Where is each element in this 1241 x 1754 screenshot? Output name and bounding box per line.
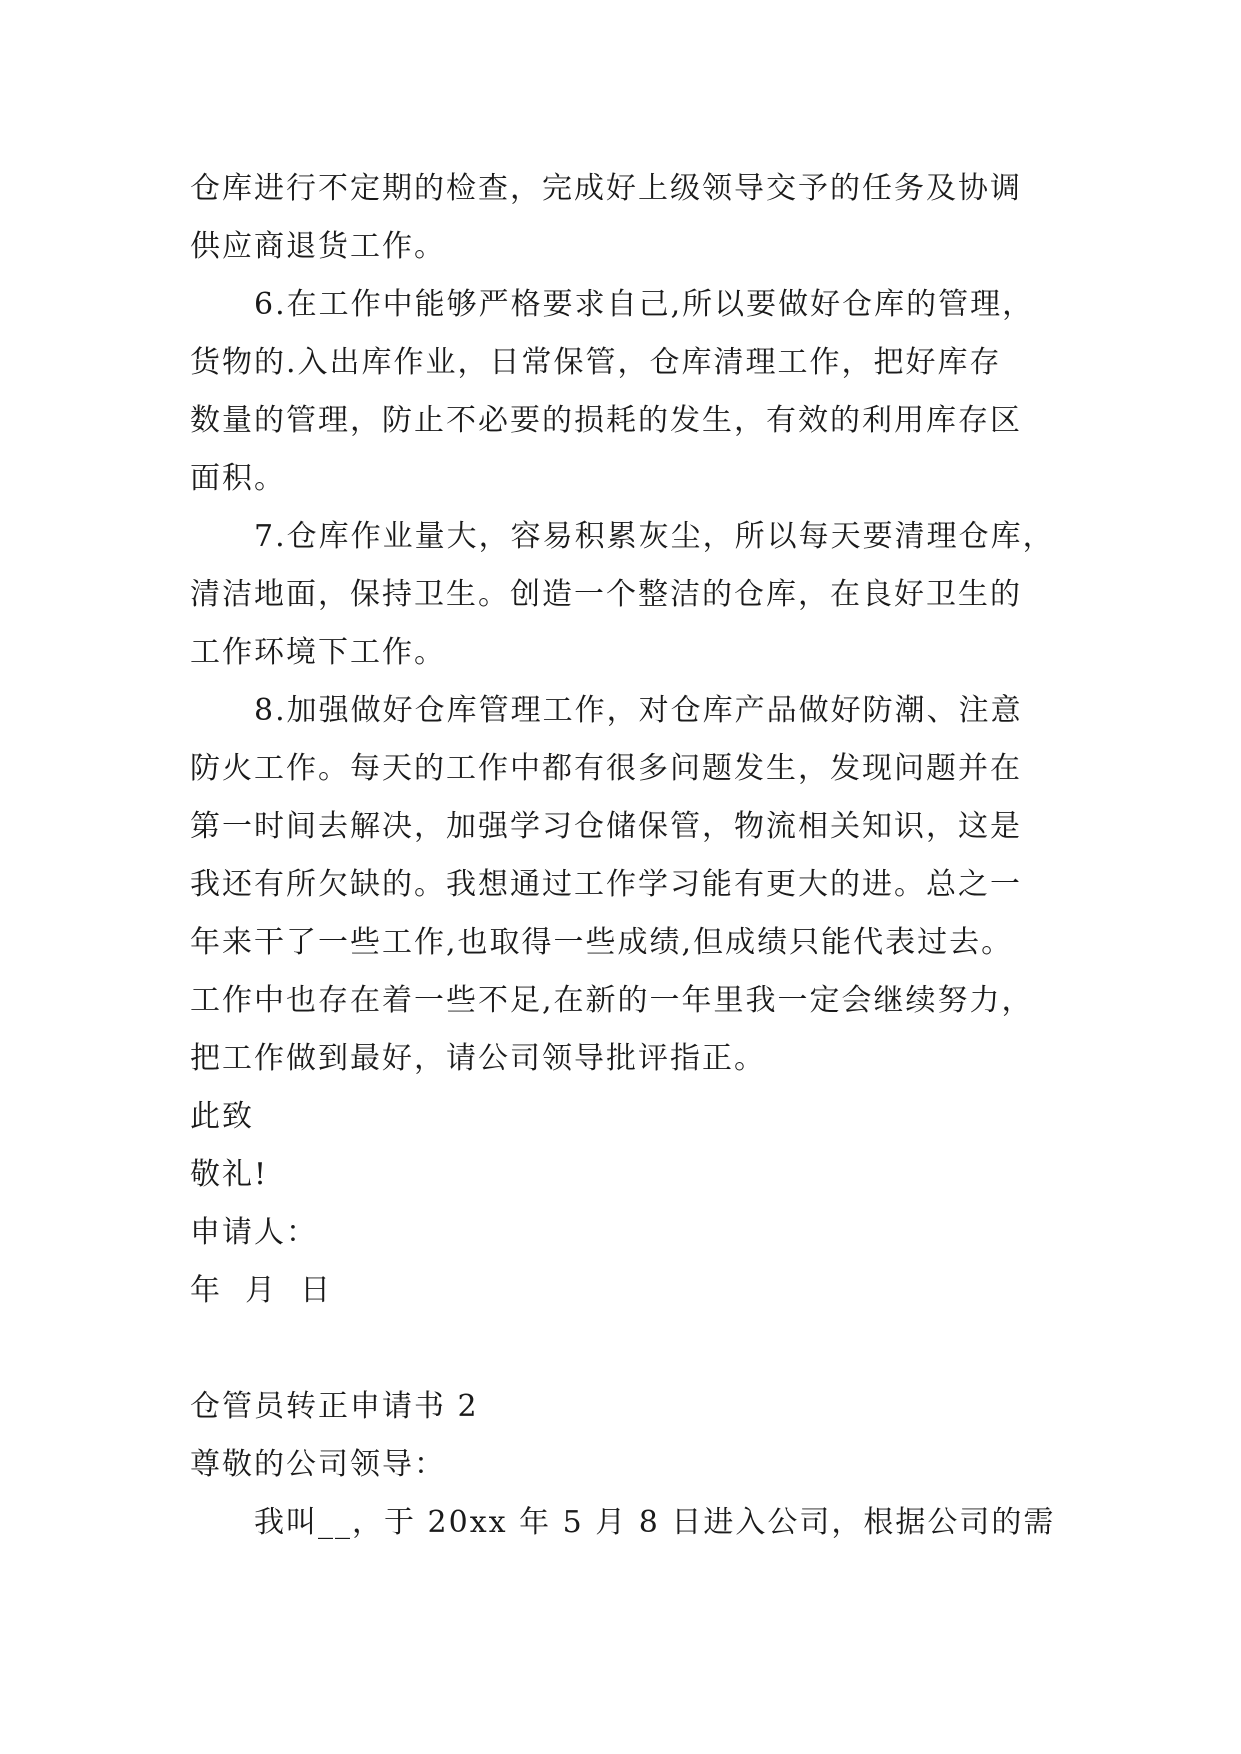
text-line: 工作中也存在着一些不足,在新的一年里我一定会继续努力， <box>190 983 1034 1018</box>
text-line: 清洁地面，保持卫生。创造一个整洁的仓库，在良好卫生的 <box>190 577 1022 612</box>
closing-salutation: 此致 <box>190 1099 254 1134</box>
text-line: 年来干了一些工作,也取得一些成绩,但成绩只能代表过去。 <box>190 925 1014 960</box>
text-line: 仓库进行不定期的检查，完成好上级领导交予的任务及协调 <box>190 171 1022 206</box>
text-line: 第一时间去解决，加强学习仓储保管，物流相关知识，这是 <box>190 809 1022 844</box>
closing-regards: 敬礼! <box>190 1157 269 1192</box>
document-body <box>190 160 1090 1552</box>
text-line: 数量的管理，防止不必要的损耗的发生，有效的利用库存区 <box>190 403 1022 438</box>
text-line: 面积。 <box>190 461 286 496</box>
section-title: 仓管员转正申请书 2 <box>190 1389 479 1424</box>
text-line: 我叫__，于 20xx 年 5 月 8 日进入公司，根据公司的需 <box>254 1505 1056 1540</box>
text-line: 6.在工作中能够严格要求自己,所以要做好仓库的管理， <box>254 287 1035 322</box>
date-line: 年 月 日 <box>190 1273 333 1308</box>
text-line: 我还有所欠缺的。我想通过工作学习能有更大的进。总之一 <box>190 867 1022 902</box>
text-line: 货物的.入出库作业，日常保管，仓库清理工作，把好库存 <box>190 345 1002 380</box>
section-spacer <box>190 1320 1090 1378</box>
text-line: 7.仓库作业量大，容易积累灰尘，所以每天要清理仓库， <box>254 519 1055 554</box>
greeting: 尊敬的公司领导： <box>190 1447 446 1482</box>
text-line: 工作环境下工作。 <box>190 635 446 670</box>
text-line: 8.加强做好仓库管理工作，对仓库产品做好防潮、注意 <box>254 693 1023 728</box>
text-line: 供应商退货工作。 <box>190 229 446 264</box>
text-line: 把工作做到最好，请公司领导批评指正。 <box>190 1041 766 1076</box>
applicant-label: 申请人： <box>190 1215 318 1250</box>
text-line: 防火工作。每天的工作中都有很多问题发生，发现问题并在 <box>190 751 1022 786</box>
